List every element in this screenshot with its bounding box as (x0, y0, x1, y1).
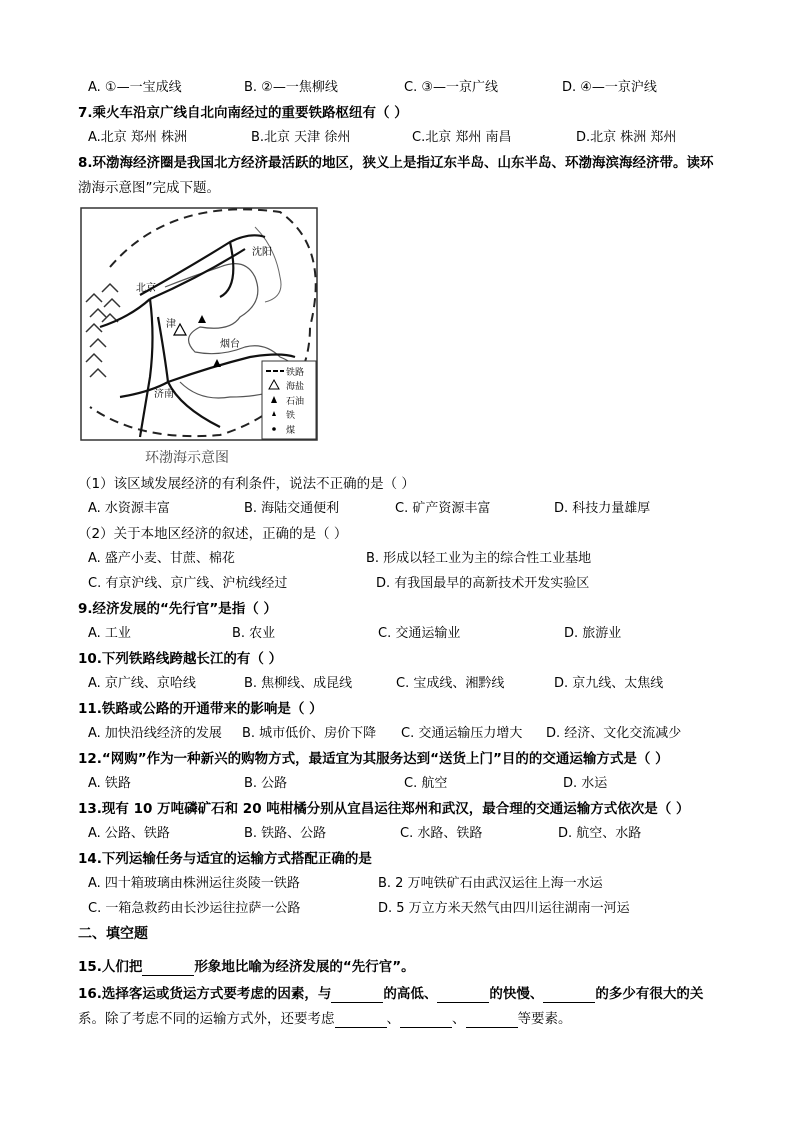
q8-sub1-stem: （1）该区域发展经济的有利条件，说法不正确的是（ ） (78, 476, 415, 492)
q15-after: 形象地比喻为经济发展的“先行官”。 (194, 959, 415, 975)
map-city-jinan: 济南 (154, 389, 174, 400)
q8-sub1-option-b: B. 海陆交通便利 (244, 501, 340, 516)
q10-option-b: B. 焦柳线、成昆线 (244, 676, 353, 691)
q11-option-c: C. 交通运输压力增大 (401, 726, 523, 741)
q15-before: 15.人们把 (78, 959, 143, 975)
q8-sub1-option-d: D. 科技力量雄厚 (554, 501, 651, 516)
q8-stem-line2: 渤海示意图”完成下题。 (78, 180, 220, 196)
q16-blank-5[interactable] (400, 1013, 452, 1028)
q9-option-a: A. 工业 (88, 626, 131, 641)
q12-option-b: B. 公路 (244, 776, 288, 791)
q7-option-a: A.北京 郑州 株洲 (88, 130, 188, 145)
legend-iron: 铁 (286, 411, 296, 421)
q14-option-b: B. 2 万吨铁矿石由武汉运往上海一水运 (378, 876, 603, 891)
q16-line1 (78, 985, 703, 1003)
q16-blank-1[interactable] (331, 988, 383, 1003)
q14-option-d: D. 5 万立方米天然气由四川运往湖南一河运 (378, 901, 630, 916)
q13-option-a: A. 公路、铁路 (88, 826, 170, 841)
q8-sub1-option-c: C. 矿产资源丰富 (395, 501, 491, 516)
q9-stem: 9.经济发展的“先行官”是指（ ） (78, 601, 277, 617)
q16-blank-6[interactable] (466, 1013, 518, 1028)
q9-option-c: C. 交通运输业 (378, 626, 461, 641)
q15-blank[interactable] (142, 961, 194, 976)
map-legend (262, 361, 316, 439)
q7-option-c: C.北京 郑州 南昌 (412, 130, 512, 145)
q16-part3: 的快慢、 (489, 986, 544, 1002)
section-fill-in-title: 二、填空题 (78, 926, 148, 942)
q12-option-d: D. 水运 (563, 776, 608, 791)
q8-sub2-option-d: D. 有我国最早的高新技术开发实验区 (376, 576, 590, 591)
q12-option-a: A. 铁路 (88, 776, 131, 791)
legend-railway: 铁路 (286, 368, 305, 378)
q12-option-c: C. 航空 (404, 776, 448, 791)
q9-option-b: B. 农业 (232, 626, 276, 641)
q16-sep-2: 、 (452, 1011, 466, 1027)
q16-line2 (78, 1010, 572, 1028)
q14-option-a: A. 四十箱玻璃由株洲运往炎陵一铁路 (88, 876, 300, 891)
q6-option-d: D. ④—一京沪线 (562, 80, 657, 95)
map-city-beijing: 北京 (136, 283, 156, 294)
q16-line2-text: 系。除了考虑不同的运输方式外，还要考虑 (78, 1011, 335, 1027)
q16-part2: 的高低、 (383, 986, 438, 1002)
map-city-yantai: 烟台 (220, 339, 240, 350)
q14-option-c: C. 一箱急救药由长沙运往拉萨一公路 (88, 901, 301, 916)
q15 (78, 958, 415, 976)
map-city-tianjin: 津 (166, 319, 176, 330)
q10-stem: 10.下列铁路线跨越长江的有（ ） (78, 651, 283, 667)
q7-option-b: B.北京 天津 徐州 (251, 130, 351, 145)
q8-sub2-option-b: B. 形成以轻工业为主的综合性工业基地 (366, 551, 592, 566)
q8-stem-line1: 8.环渤海经济圈是我国北方经济最活跃的地区，狭义上是指辽东半岛、山东半岛、环渤海滨海经济带。读环 (78, 155, 714, 171)
legend-salt: 海盐 (286, 382, 305, 392)
q13-option-b: B. 铁路、公路 (244, 826, 327, 841)
q11-option-d: D. 经济、文化交流减少 (546, 726, 682, 741)
q10-option-d: D. 京九线、太焦线 (554, 676, 664, 691)
q8-sub2-option-a: A. 盛产小麦、甘蔗、棉花 (88, 551, 235, 566)
legend-oil: 石油 (286, 397, 305, 407)
q11-option-a: A. 加快沿线经济的发展 (88, 726, 222, 741)
map-city-shenyang: 沈阳 (252, 247, 272, 258)
q11-stem: 11.铁路或公路的开通带来的影响是（ ） (78, 701, 323, 717)
q16-blank-4[interactable] (335, 1013, 387, 1028)
q13-stem: 13.现有 10 万吨磷矿石和 20 吨柑橘分别从宜昌运往郑州和武汉，最合理的交通运输方式依次是（ ） (78, 801, 690, 817)
q16-part4: 的多少有很大的关 (595, 986, 704, 1002)
q16-blank-2[interactable] (437, 988, 489, 1003)
map-caption: 环渤海示意图 (145, 450, 229, 466)
q6-option-b: B. ②—一焦柳线 (244, 80, 338, 95)
q14-stem: 14.下列运输任务与适宜的运输方式搭配正确的是 (78, 851, 372, 867)
q13-option-d: D. 航空、水路 (558, 826, 642, 841)
legend-coal: 煤 (286, 426, 296, 436)
q8-sub2-option-c: C. 有京沪线、京广线、沪杭线经过 (88, 576, 288, 591)
q6-option-a: A. ①—一宝成线 (88, 80, 182, 95)
q16-blank-3[interactable] (543, 988, 595, 1003)
bohai-region-map (80, 207, 318, 470)
q16-sep-1: 、 (386, 1011, 400, 1027)
q7-stem: 7.乘火车沿京广线自北向南经过的重要铁路枢纽有（ ） (78, 105, 408, 121)
q13-option-c: C. 水路、铁路 (400, 826, 483, 841)
q12-stem: 12.“网购”作为一种新兴的购物方式，最适宜为其服务达到“送货上门”目的的交通运输方式是（ ） (78, 751, 669, 767)
q7-option-d: D.北京 株洲 郑州 (576, 130, 677, 145)
q16-line2-end: 等要素。 (517, 1011, 572, 1027)
q8-sub1-option-a: A. 水资源丰富 (88, 501, 170, 516)
q8-sub2-stem: （2）关于本地区经济的叙述，正确的是（ ） (78, 526, 348, 542)
q6-option-c: C. ③—一京广线 (404, 80, 498, 95)
q16-part1: 16.选择客运或货运方式要考虑的因素，与 (78, 986, 332, 1002)
q10-option-a: A. 京广线、京哈线 (88, 676, 196, 691)
q10-option-c: C. 宝成线、湘黔线 (396, 676, 505, 691)
q11-option-b: B. 城市低价、房价下降 (242, 726, 377, 741)
q9-option-d: D. 旅游业 (564, 626, 622, 641)
